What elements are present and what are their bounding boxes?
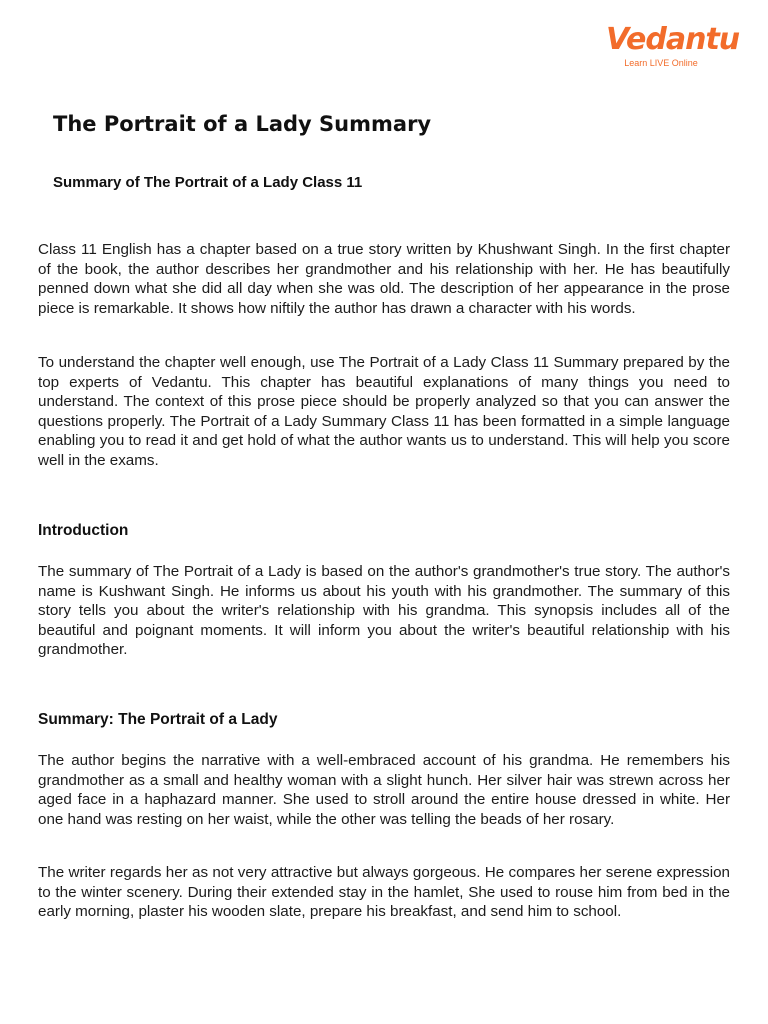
logo-tagline: Learn LIVE Online bbox=[624, 58, 698, 68]
intro-paragraph-2: To understand the chapter well enough, use The Portrait of a Lady Class 11 Summary prepared by the top experts of Vedantu. This chapter has beautiful explanations of many things you need to understand. The context of this prose piece should be properly analyzed so that you can answer the questions properly. The Portrait of a Lady Summary Class 11 has been formatted in a simple language enabling you to read it and get hold of what the author wants us to understand. This will help you score well in the exams. bbox=[38, 354, 730, 469]
summary-paragraph-1: The author begins the narrative with a well-embraced account of his grandma. He remembers his grandmother as a small and healthy woman with a slight hunch. Her silver hair was strewn across her aged face in a haphazard manner. She used to stroll around the entire house dressed in white. Her one hand was resting on her waist, while the other was telling the beads of her rosary. bbox=[38, 752, 730, 828]
intro-paragraph-1: Class 11 English has a chapter based on a true story written by Khushwant Singh. In the first chapter of the book, the author describes her grandmother and his relationship with her. He has beautifully penned down what she did all day when she was old. The description of her appearance in the prose piece is remarkable. It shows how niftily the author has drawn a character with his words. bbox=[38, 241, 730, 317]
introduction-heading: Introduction bbox=[38, 522, 129, 539]
summary-heading: Summary: The Portrait of a Lady bbox=[38, 711, 278, 728]
summary-paragraph-2: The writer regards her as not very attractive but always gorgeous. He compares her serene expression to the winter scenery. During their extended stay in the hamlet, She used to rouse him from bed in the early morning, plaster his wooden slate, prepare his breakfast, and send him to school. bbox=[38, 864, 730, 921]
document-subtitle: Summary of The Portrait of a Lady Class 11 bbox=[53, 174, 363, 191]
introduction-paragraph: The summary of The Portrait of a Lady is based on the author's grandmother's true story. The author's name is Kushwant Singh. He informs us about his youth with his grandmother. The summary of this story tells you about the writer's relationship with his grandma. This synopsis includes all of the beautiful and poignant moments. It will inform you about the writer's beautiful relationship with his grandmother. bbox=[38, 563, 730, 659]
page-title: The Portrait of a Lady Summary bbox=[53, 112, 432, 136]
logo-wordmark: Vedantu bbox=[606, 22, 740, 57]
vedantu-logo bbox=[606, 22, 740, 68]
